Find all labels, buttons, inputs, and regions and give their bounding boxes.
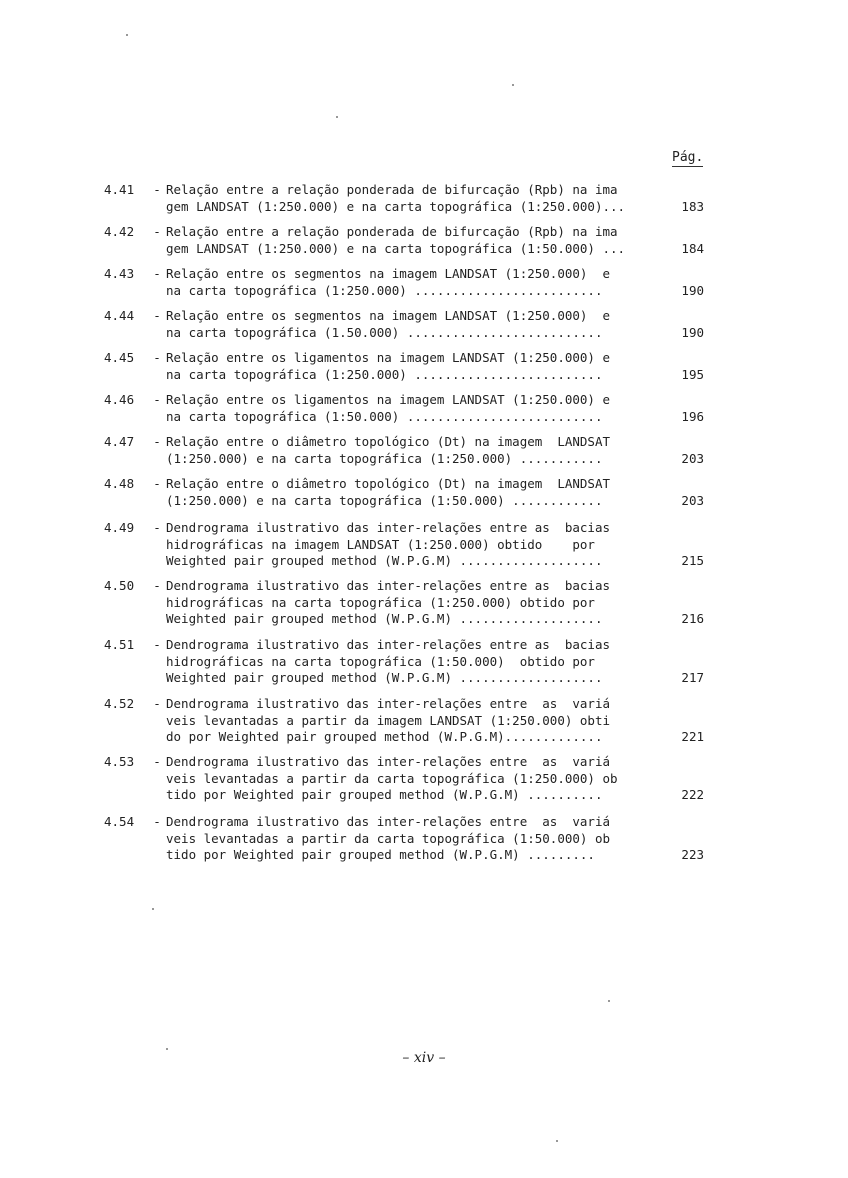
figure-caption (166, 224, 660, 257)
page-number: 203 (681, 450, 704, 466)
figure-caption (166, 637, 660, 687)
figure-caption (166, 182, 660, 215)
entry-dash: - (153, 308, 161, 323)
figure-number: 4.51 (104, 637, 135, 652)
entry-dash: - (153, 578, 161, 593)
figure-number: 4.42 (104, 224, 135, 239)
page-column-header: Pág. (672, 150, 704, 165)
entry-dash: - (153, 637, 161, 652)
caption-line: Dendrograma ilustrativo das inter-relações entre as bacias (166, 637, 611, 652)
page-footer-number: – xiv – (402, 1050, 446, 1066)
scan-speck (336, 116, 338, 118)
caption-line: Relação entre os ligamentos na imagem LANDSAT (1:250.000) e (166, 392, 611, 407)
figure-number: 4.53 (104, 754, 135, 769)
caption-line: veis levantadas a partir da carta topográfica (1:250.000) ob (166, 770, 618, 786)
figure-number: 4.48 (104, 476, 135, 491)
scan-speck (608, 1000, 610, 1002)
page-number: 196 (681, 408, 704, 424)
caption-line: (1:250.000) e na carta topográfica (1:250.000) ........... (166, 450, 603, 466)
caption-line: Relação entre os ligamentos na imagem LANDSAT (1:250.000) e (166, 350, 611, 365)
entry-dash: - (153, 392, 161, 407)
scan-speck (556, 1140, 558, 1142)
page-number: 195 (681, 366, 704, 382)
page-number: 217 (681, 670, 704, 685)
figure-caption (166, 308, 660, 341)
figure-caption (166, 266, 660, 299)
page-number: 216 (681, 611, 704, 626)
caption-line: Relação entre o diâmetro topológico (Dt) na imagem LANDSAT (166, 476, 611, 491)
page-number: 190 (681, 282, 704, 298)
caption-line: hidrográficas na carta topográfica (1:50.000) obtido por (166, 653, 595, 669)
figure-number: 4.54 (104, 814, 135, 829)
figure-caption (166, 392, 660, 425)
figure-number: 4.44 (104, 308, 135, 323)
figure-number: 4.43 (104, 266, 135, 281)
figure-caption (166, 578, 660, 628)
caption-line: gem LANDSAT (1:250.000) e na carta topográfica (1:50.000) ... (166, 240, 626, 256)
figure-number: 4.45 (104, 350, 135, 365)
scan-speck (126, 34, 128, 36)
figure-caption (166, 520, 660, 570)
caption-line: Relação entre a relação ponderada de bifurcação (Rpb) na ima (166, 182, 618, 197)
caption-line: na carta topográfica (1:50.000) .......................... (166, 408, 603, 424)
scan-speck (512, 84, 514, 86)
caption-line: do por Weighted pair grouped method (W.P.G.M)............. (166, 729, 603, 744)
figure-caption (166, 350, 660, 383)
scan-speck (166, 1048, 168, 1050)
caption-line: na carta topográfica (1:250.000) ......................... (166, 366, 603, 382)
entry-dash: - (153, 476, 161, 491)
page-number: 223 (681, 847, 704, 862)
caption-line: na carta topográfica (1:250.000) ......................... (166, 282, 603, 298)
page-number: 190 (681, 324, 704, 340)
caption-line: tido por Weighted pair grouped method (W.P.G.M) .......... (166, 787, 603, 802)
caption-line: veis levantadas a partir da imagem LANDSAT (1:250.000) obti (166, 712, 611, 728)
entry-dash: - (153, 350, 161, 365)
entry-dash: - (153, 224, 161, 239)
caption-line: Weighted pair grouped method (W.P.G.M) ................... (166, 553, 603, 568)
figure-number: 4.46 (104, 392, 135, 407)
page-number: 184 (681, 240, 704, 256)
entry-dash: - (153, 434, 161, 449)
figure-caption (166, 434, 660, 467)
entry-dash: - (153, 814, 161, 829)
caption-line: Relação entre os segmentos na imagem LANDSAT (1:250.000) e (166, 266, 611, 281)
caption-line: veis levantadas a partir da carta topográfica (1:50.000) ob (166, 830, 611, 846)
caption-line: Weighted pair grouped method (W.P.G.M) ................... (166, 611, 603, 626)
page-number: 221 (681, 729, 704, 744)
entry-dash: - (153, 520, 161, 535)
figure-caption (166, 696, 660, 746)
caption-line: gem LANDSAT (1:250.000) e na carta topográfica (1:250.000)... (166, 198, 626, 214)
caption-line: Dendrograma ilustrativo das inter-relações entre as variá (166, 754, 611, 769)
entry-dash: - (153, 266, 161, 281)
page-number: 215 (681, 553, 704, 568)
figure-caption (166, 754, 660, 804)
caption-line: Dendrograma ilustrativo das inter-relações entre as variá (166, 814, 611, 829)
caption-line: (1:250.000) e na carta topográfica (1:50.000) ............ (166, 492, 603, 508)
caption-line: hidrográficas na carta topográfica (1:250.000) obtido por (166, 594, 595, 610)
caption-line: Relação entre os segmentos na imagem LANDSAT (1:250.000) e (166, 308, 611, 323)
figure-caption (166, 814, 660, 864)
entry-dash: - (153, 182, 161, 197)
figure-number: 4.41 (104, 182, 135, 197)
caption-line: Dendrograma ilustrativo das inter-relações entre as variá (166, 696, 611, 711)
caption-line: hidrográficas na imagem LANDSAT (1:250.000) obtido por (166, 536, 595, 552)
figure-number: 4.52 (104, 696, 135, 711)
caption-line: na carta topográfica (1.50.000) .......................... (166, 324, 603, 340)
entry-dash: - (153, 754, 161, 769)
caption-line: Relação entre o diâmetro topológico (Dt) na imagem LANDSAT (166, 434, 611, 449)
figure-number: 4.49 (104, 520, 135, 535)
scan-speck (152, 908, 154, 910)
page-number: 203 (681, 492, 704, 508)
caption-line: Dendrograma ilustrativo das inter-relações entre as bacias (166, 578, 611, 593)
figure-number: 4.50 (104, 578, 135, 593)
caption-line: Weighted pair grouped method (W.P.G.M) ................... (166, 670, 603, 685)
figure-number: 4.47 (104, 434, 135, 449)
page-number: 183 (681, 198, 704, 214)
caption-line: Relação entre a relação ponderada de bifurcação (Rpb) na ima (166, 224, 618, 239)
caption-line: tido por Weighted pair grouped method (W.P.G.M) ......... (166, 847, 595, 862)
entry-dash: - (153, 696, 161, 711)
caption-line: Dendrograma ilustrativo das inter-relações entre as bacias (166, 520, 611, 535)
figure-caption (166, 476, 660, 509)
page-number: 222 (681, 787, 704, 802)
